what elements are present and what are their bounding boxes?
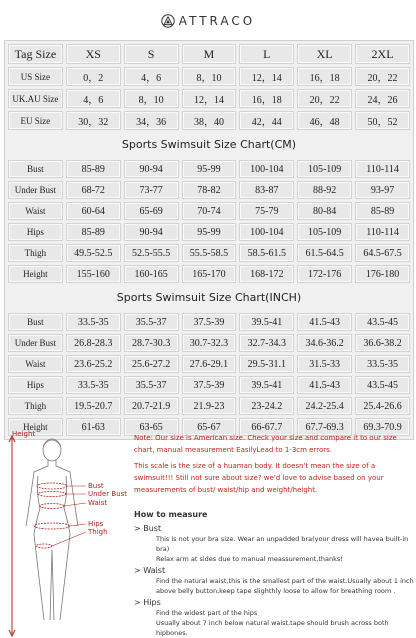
table-row — [8, 202, 410, 220]
table-cell: 36.6-38.2 — [355, 334, 410, 352]
table-cell: 50，52 — [355, 111, 410, 130]
table-cell: 23-24.2 — [239, 397, 294, 415]
table-cell: 0，2 — [66, 67, 121, 86]
table-cell: 64.5-67.5 — [355, 244, 410, 262]
table-row — [8, 313, 410, 331]
waist-title: > Waist — [134, 566, 166, 575]
table-cell: 65-67 — [182, 418, 237, 436]
table-cell: 23.6-25.2 — [66, 355, 121, 373]
table-cell: 39.5-41 — [239, 313, 294, 331]
table-cell: 35.5-37 — [124, 313, 179, 331]
thigh-label: Thigh — [88, 528, 108, 536]
table-cell: 37.5-39 — [182, 376, 237, 394]
table-cell: 83-87 — [239, 181, 294, 199]
table-cell: 43.5-45 — [355, 376, 410, 394]
table-cell: 80-84 — [297, 202, 352, 220]
table-cell: 33.5-35 — [355, 355, 410, 373]
table-row — [8, 181, 410, 199]
table-cell: 110-114 — [355, 160, 410, 178]
how-to-measure — [134, 510, 414, 638]
table-row — [8, 397, 410, 415]
table-cell: 61.5-64.5 — [297, 244, 352, 262]
table-cell: 34，36 — [124, 111, 179, 130]
table-row — [8, 67, 410, 86]
table-cell: 70-74 — [182, 202, 237, 220]
table-cell: 29.5-31.1 — [239, 355, 294, 373]
bust-label: Bust — [88, 482, 104, 490]
column-header: Tag Size — [8, 44, 63, 64]
table-cell: 12，14 — [239, 67, 294, 86]
table-cell: 30，32 — [66, 111, 121, 130]
brand-name: ATTRACO — [178, 14, 256, 28]
column-header: S — [124, 44, 179, 64]
table-cell: 176-180 — [355, 265, 410, 283]
table-header-row — [8, 44, 410, 64]
table-cell: 88-92 — [297, 181, 352, 199]
under-bust-label: Under Bust — [88, 490, 128, 498]
table-cell: 165-170 — [182, 265, 237, 283]
table-cell: 85-89 — [355, 202, 410, 220]
table-cell: 78-82 — [182, 181, 237, 199]
row-label: Waist — [8, 202, 63, 220]
bust-description: Relax arm at sides due to manual meassurement,thanks! — [156, 555, 343, 563]
table-cell: 28.7-30.3 — [124, 334, 179, 352]
table-cell: 41.5-43 — [297, 376, 352, 394]
table-row — [8, 160, 410, 178]
row-label: Thigh — [8, 397, 63, 415]
note-text-2: This scale is the size of a huaman body. It doesn't mean the size of a swimsuit!!! Still not sure about size? we'd love to advise based on your measurements of bust/ waist/hip and weight/height. — [134, 462, 384, 494]
inch-size-table — [5, 310, 413, 439]
table-cell: 26.8-28.3 — [66, 334, 121, 352]
row-label: Hips — [8, 223, 63, 241]
table-cell: 73-77 — [124, 181, 179, 199]
hips-description: Usually about 7 inch below natural waist,tape should brush across both hipbones. — [156, 619, 389, 637]
column-header: L — [239, 44, 294, 64]
column-header: 2XL — [355, 44, 410, 64]
table-cell: 35.5-37 — [124, 376, 179, 394]
bust-title: > Bust — [134, 524, 162, 533]
waist-description: above belly button,keep tape slighthly loose to allow for breathing room . — [156, 587, 396, 595]
measurement-guide — [0, 430, 416, 638]
body-figure — [0, 430, 130, 638]
table-cell: 8，10 — [124, 89, 179, 108]
table-cell: 32.7-34.3 — [239, 334, 294, 352]
table-cell: 39.5-41 — [239, 376, 294, 394]
table-cell: 100-104 — [239, 160, 294, 178]
table-cell: 4，6 — [66, 89, 121, 108]
waist-label: Waist — [88, 499, 108, 507]
table-cell: 110-114 — [355, 223, 410, 241]
row-label: US Size — [8, 67, 63, 86]
hips-title: > Hips — [134, 598, 161, 607]
table-cell: 21.9-23 — [182, 397, 237, 415]
table-cell: 24.2-25.4 — [297, 397, 352, 415]
row-label: Bust — [8, 160, 63, 178]
table-cell: 8，10 — [182, 67, 237, 86]
table-cell: 42，44 — [239, 111, 294, 130]
row-label: EU Size — [8, 111, 63, 130]
size-note — [134, 432, 414, 496]
table-cell: 33.5-35 — [66, 376, 121, 394]
table-cell: 4，6 — [124, 67, 179, 86]
triangle-logo-icon — [161, 14, 175, 28]
table-cell: 85-89 — [66, 223, 121, 241]
table-row — [8, 376, 410, 394]
table-cell: 160-165 — [124, 265, 179, 283]
hips-description: Find the widest part of the hips — [156, 609, 258, 617]
table-row — [8, 244, 410, 262]
table-cell: 16，18 — [239, 89, 294, 108]
height-label: Height — [12, 430, 36, 438]
table-cell: 75-79 — [239, 202, 294, 220]
row-label: Waist — [8, 355, 63, 373]
cm-chart-title: Sports Swimsuit Size Chart(CM) — [5, 135, 413, 155]
table-cell: 105-109 — [297, 160, 352, 178]
bust-description: This is not your bra size. Wear an unpadded bra(your dress will havea built-in bra) — [156, 535, 409, 553]
table-cell: 60-64 — [66, 202, 121, 220]
table-cell: 20，22 — [355, 67, 410, 86]
table-cell: 20.7-21.9 — [124, 397, 179, 415]
row-label: Height — [8, 265, 63, 283]
table-cell: 41.5-43 — [297, 313, 352, 331]
table-cell: 31.5-33 — [297, 355, 352, 373]
table-cell: 100-104 — [239, 223, 294, 241]
table-cell: 49.5-52.5 — [66, 244, 121, 262]
table-cell: 33.5-35 — [66, 313, 121, 331]
row-label: Under Bust — [8, 181, 63, 199]
row-label: Height — [8, 418, 63, 436]
table-row — [8, 223, 410, 241]
table-cell: 52.5-55.5 — [124, 244, 179, 262]
table-cell: 155-160 — [66, 265, 121, 283]
waist-description: Find the natural waist,this is the smallest part of the waist.Usually about 1 inch — [156, 577, 414, 585]
table-row — [8, 89, 410, 108]
table-cell: 172-176 — [297, 265, 352, 283]
table-cell: 61-63 — [66, 418, 121, 436]
hips-label: Hips — [88, 520, 104, 528]
table-cell: 37.5-39 — [182, 313, 237, 331]
table-cell: 25.6-27.2 — [124, 355, 179, 373]
row-label: Bust — [8, 313, 63, 331]
row-label: Thigh — [8, 244, 63, 262]
table-cell: 46，48 — [297, 111, 352, 130]
row-label: Hips — [8, 376, 63, 394]
body-silhouette-icon — [0, 430, 130, 638]
table-cell: 19.5-20.7 — [66, 397, 121, 415]
table-row — [8, 334, 410, 352]
table-row — [8, 111, 410, 130]
table-cell: 24，26 — [355, 89, 410, 108]
table-cell: 55.5-58.5 — [182, 244, 237, 262]
table-cell: 93-97 — [355, 181, 410, 199]
table-cell: 16，18 — [297, 67, 352, 86]
table-row — [8, 265, 410, 283]
brand-header — [0, 10, 416, 32]
column-header: M — [182, 44, 237, 64]
table-cell: 30.7-32.3 — [182, 334, 237, 352]
cm-size-table — [5, 157, 413, 286]
note-label: Note: — [134, 434, 153, 442]
table-cell: 65-69 — [124, 202, 179, 220]
table-cell: 20，22 — [297, 89, 352, 108]
table-cell: 90-94 — [124, 160, 179, 178]
table-cell: 68-72 — [66, 181, 121, 199]
row-label: UK.AU Size — [8, 89, 63, 108]
table-cell: 34.6-36.2 — [297, 334, 352, 352]
column-header: XL — [297, 44, 352, 64]
note-text-1: Our size is American size. Check your size and compare it to our size chart, manual measurement EasilyLead to 1-3cm errors. — [134, 434, 397, 454]
table-cell: 63-65 — [124, 418, 179, 436]
table-cell: 168-172 — [239, 265, 294, 283]
table-cell: 25.4-26.6 — [355, 397, 410, 415]
table-row — [8, 355, 410, 373]
column-header: XS — [66, 44, 121, 64]
table-cell: 12，14 — [182, 89, 237, 108]
size-chart — [4, 40, 414, 440]
how-to-title: How to measure — [134, 510, 208, 519]
size-conversion-table — [5, 41, 413, 133]
inch-chart-title: Sports Swimsuit Size Chart(INCH) — [5, 288, 413, 308]
table-cell: 66-67.7 — [239, 418, 294, 436]
table-cell: 85-89 — [66, 160, 121, 178]
row-label: Under Bust — [8, 334, 63, 352]
table-cell: 95-99 — [182, 160, 237, 178]
table-cell: 67.7-69.3 — [297, 418, 352, 436]
table-cell: 27.6-29.1 — [182, 355, 237, 373]
table-cell: 43.5-45 — [355, 313, 410, 331]
table-cell: 105-109 — [297, 223, 352, 241]
table-cell: 90-94 — [124, 223, 179, 241]
table-cell: 58.5-61.5 — [239, 244, 294, 262]
table-cell: 38，40 — [182, 111, 237, 130]
table-cell: 95-99 — [182, 223, 237, 241]
table-cell: 69.3-70.9 — [355, 418, 410, 436]
